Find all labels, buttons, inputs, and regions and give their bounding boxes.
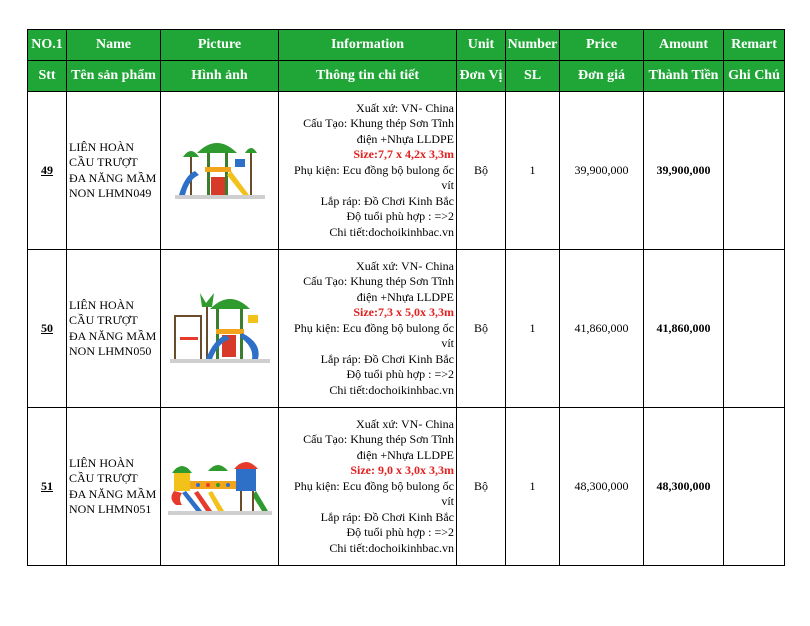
product-name-line: ĐA NĂNG MẦM <box>69 328 157 343</box>
header-row-english <box>28 30 785 61</box>
product-name-line: ĐA NĂNG MẦM <box>69 170 157 185</box>
product-name-line: CẦU TRƯỢT <box>69 313 138 327</box>
info-accessory: vít <box>441 494 454 509</box>
product-name <box>67 92 161 250</box>
info-accessory: Phụ kiện: Ecu đồng bộ bulong ốc <box>294 478 454 493</box>
info-accessory: vít <box>441 178 454 193</box>
row-stt[interactable] <box>28 92 67 250</box>
info-structure: Cấu Tạo: Khung thép Sơn Tĩnh <box>303 116 454 131</box>
product-name-line: NON LHMN049 <box>69 186 152 200</box>
header-thong-tin: Thông tin chi tiết <box>279 61 457 92</box>
info-detail: Chi tiết:dochoikinhbac.vn <box>329 540 454 555</box>
product-remark <box>724 408 785 566</box>
header-remark: Remart <box>724 30 785 61</box>
row-stt-link[interactable]: 49 <box>41 163 53 177</box>
product-qty: 1 <box>506 250 560 408</box>
info-size: Size:7,3 x 5,0x 3,3m <box>353 305 454 320</box>
header-information: Information <box>279 30 457 61</box>
product-info <box>279 408 457 566</box>
info-assembly: Lắp ráp: Đồ Chơi Kinh Bắc <box>320 509 454 524</box>
product-info <box>279 92 457 250</box>
header-row-vietnamese <box>28 61 785 92</box>
header-picture: Picture <box>161 30 279 61</box>
header-ten-san-pham: Tên sản phẩm <box>67 61 161 92</box>
header-ghi-chu: Ghi Chú <box>724 61 785 92</box>
info-age: Độ tuổi phù hợp : =>2 <box>346 367 454 382</box>
info-structure: điện +Nhựa LLDPE <box>356 131 454 146</box>
row-stt[interactable] <box>28 408 67 566</box>
row-stt[interactable] <box>28 250 67 408</box>
product-amount: 41,860,000 <box>644 250 724 408</box>
table-row <box>28 408 785 566</box>
playground-set-icon <box>168 455 272 519</box>
info-age: Độ tuổi phù hợp : =>2 <box>346 525 454 540</box>
product-picture <box>161 408 279 566</box>
product-name-line: ĐA NĂNG MẦM <box>69 486 157 501</box>
header-amount: Amount <box>644 30 724 61</box>
playground-set-icon <box>175 137 265 205</box>
product-name-line: NON LHMN051 <box>69 502 152 516</box>
row-stt-link[interactable]: 51 <box>41 479 53 493</box>
row-stt-link[interactable]: 50 <box>41 321 53 335</box>
product-name-line: LIÊN HOÀN <box>69 455 134 470</box>
product-price: 41,860,000 <box>560 250 644 408</box>
info-size: Size:7,7 x 4,2x 3,3m <box>353 147 454 162</box>
product-unit: Bộ <box>457 92 506 250</box>
product-name-line: CẦU TRƯỢT <box>69 471 138 485</box>
product-info <box>279 250 457 408</box>
product-amount: 39,900,000 <box>644 92 724 250</box>
product-name <box>67 250 161 408</box>
product-remark <box>724 92 785 250</box>
product-quotation-table <box>27 29 785 566</box>
info-detail: Chi tiết:dochoikinhbac.vn <box>329 382 454 397</box>
info-origin: Xuất xứ: VN- China <box>356 258 454 273</box>
info-size: Size: 9,0 x 3,0x 3,3m <box>350 463 454 478</box>
header-thanh-tien: Thành Tiền <box>644 61 724 92</box>
header-unit: Unit <box>457 30 506 61</box>
product-name-line: LIÊN HOÀN <box>69 139 134 154</box>
info-origin: Xuất xứ: VN- China <box>356 416 454 431</box>
info-structure: Cấu Tạo: Khung thép Sơn Tĩnh <box>303 274 454 289</box>
header-hinh-anh: Hình ảnh <box>161 61 279 92</box>
info-detail: Chi tiết:dochoikinhbac.vn <box>329 224 454 239</box>
header-sl: SL <box>506 61 560 92</box>
info-structure: điện +Nhựa LLDPE <box>356 447 454 462</box>
product-qty: 1 <box>506 92 560 250</box>
info-structure: Cấu Tạo: Khung thép Sơn Tĩnh <box>303 432 454 447</box>
header-price: Price <box>560 30 644 61</box>
playground-set-icon <box>170 289 270 369</box>
table-row <box>28 92 785 250</box>
product-qty: 1 <box>506 408 560 566</box>
product-name-line: NON LHMN050 <box>69 344 152 358</box>
product-price: 39,900,000 <box>560 92 644 250</box>
product-picture <box>161 250 279 408</box>
info-assembly: Lắp ráp: Đồ Chơi Kinh Bắc <box>320 351 454 366</box>
info-structure: điện +Nhựa LLDPE <box>356 289 454 304</box>
table-row <box>28 250 785 408</box>
header-stt: Stt <box>28 61 67 92</box>
product-remark <box>724 250 785 408</box>
product-price: 48,300,000 <box>560 408 644 566</box>
product-picture <box>161 92 279 250</box>
info-accessory: Phụ kiện: Ecu đồng bộ bulong ốc <box>294 162 454 177</box>
product-name-line: CẦU TRƯỢT <box>69 155 138 169</box>
header-name: Name <box>67 30 161 61</box>
info-assembly: Lắp ráp: Đồ Chơi Kinh Bắc <box>320 193 454 208</box>
product-name-line: LIÊN HOÀN <box>69 297 134 312</box>
header-don-gia: Đơn giá <box>560 61 644 92</box>
info-age: Độ tuổi phù hợp : =>2 <box>346 209 454 224</box>
product-amount: 48,300,000 <box>644 408 724 566</box>
header-number: Number <box>506 30 560 61</box>
header-don-vi: Đơn Vị <box>457 61 506 92</box>
header-no: NO.1 <box>28 30 67 61</box>
product-unit: Bộ <box>457 408 506 566</box>
info-accessory: vít <box>441 336 454 351</box>
info-accessory: Phụ kiện: Ecu đồng bộ bulong ốc <box>294 320 454 335</box>
info-origin: Xuất xứ: VN- China <box>356 100 454 115</box>
product-unit: Bộ <box>457 250 506 408</box>
product-name <box>67 408 161 566</box>
